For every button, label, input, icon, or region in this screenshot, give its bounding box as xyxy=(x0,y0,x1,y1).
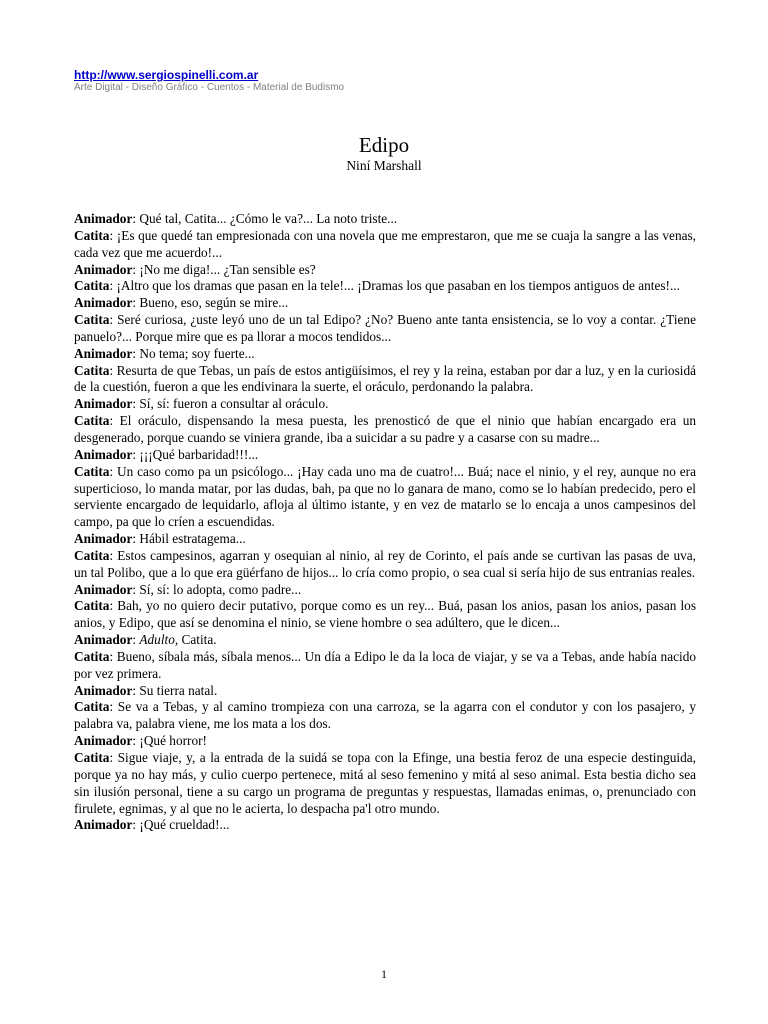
site-tagline: Arte Digital - Diseño Gráfico - Cuentos - Material de Budismo xyxy=(74,82,345,93)
dialogue-text: : Resurta de que Tebas, un país de estos antigüísimos, el rey y la reina, estaban por dar a luz, y en la curiosidá de la cuestión, fueron a que les endivinara la suerte, el oráculo, perdonando la palabra. xyxy=(74,362,696,395)
dialogue-turn xyxy=(74,548,696,582)
speaker-name: Catita xyxy=(74,362,110,378)
speaker-name: Animador xyxy=(74,632,133,648)
speaker-name: Animador xyxy=(74,345,133,361)
speaker-name: Animador xyxy=(74,682,133,698)
dialogue-turn xyxy=(74,228,696,262)
dialogue-turn xyxy=(74,649,696,683)
dialogue-body xyxy=(74,211,696,834)
dialogue-turn xyxy=(74,683,696,700)
emphasized-word: Adulto xyxy=(139,632,175,648)
speaker-name: Catita xyxy=(74,547,110,563)
dialogue-turn xyxy=(74,464,696,531)
dialogue-text: : xyxy=(132,632,140,648)
speaker-name: Catita xyxy=(74,699,110,715)
site-url-link[interactable]: http://www.sergiospinelli.com.ar xyxy=(74,68,259,82)
speaker-name: Animador xyxy=(74,817,133,833)
dialogue-turn xyxy=(74,582,696,599)
dialogue-text: : Se va a Tebas, y al camino trompieza con una carroza, se la agarra con el condutor y con los pasajero, y palabra va, palabra viene, me los mata a los dos. xyxy=(74,699,696,732)
dialogue-turn xyxy=(74,598,696,632)
dialogue-text: : Qué tal, Catita... ¿Cómo le va?... La noto triste... xyxy=(132,211,398,226)
dialogue-text: : Sí, sí: fueron a consultar al oráculo. xyxy=(132,396,329,412)
dialogue-text: : Estos campesinos, agarran y osequian al ninio, al rey de Corinto, el país ande se curtivan las pasas de uva, un tal Polibo, que a lo que era güérfano de hijos... lo cría como propio, o sea cual si sería hijo de sus entranias reales. xyxy=(74,547,696,580)
dialogue-text: : Sí, sí: lo adopta, como padre... xyxy=(132,581,302,597)
document-title: Edipo xyxy=(358,133,410,157)
dialogue-turn xyxy=(74,211,696,228)
speaker-name: Catita xyxy=(74,648,110,664)
dialogue-turn xyxy=(74,750,696,817)
speaker-name: Animador xyxy=(74,295,133,311)
dialogue-text: : ¡Altro que los dramas que pasan en la tele!... ¡Dramas los que pasaban en los tiempos antiguos de antes!... xyxy=(109,278,680,294)
document-author: Niní Marshall xyxy=(346,158,422,173)
dialogue-text: : Bueno, eso, según se mire... xyxy=(132,295,289,311)
dialogue-turn xyxy=(74,262,696,279)
speaker-name: Animador xyxy=(74,446,133,462)
dialogue-turn xyxy=(74,346,696,363)
dialogue-text: : ¡No me diga!... ¿Tan sensible es? xyxy=(132,261,316,277)
dialogue-turn xyxy=(74,632,696,649)
dialogue-turn xyxy=(74,733,696,750)
speaker-name: Catita xyxy=(74,463,110,479)
dialogue-turn xyxy=(74,278,696,295)
dialogue-turn xyxy=(74,363,696,397)
dialogue-text: : ¡Qué crueldad!... xyxy=(132,817,230,833)
speaker-name: Animador xyxy=(74,581,133,597)
speaker-name: Animador xyxy=(74,261,133,277)
speaker-name: Animador xyxy=(74,733,133,749)
dialogue-turn xyxy=(74,699,696,733)
dialogue-text: : Bueno, síbala más, síbala menos... Un día a Edipo le da la loca de viajar, y se va a Tebas, ande había nacido por vez primera. xyxy=(74,648,696,681)
speaker-name: Animador xyxy=(74,396,133,412)
speaker-name: Catita xyxy=(74,312,110,328)
dialogue-text: : ¡Es que quedé tan empresionada con una novela que me emprestaron, que me se cuaja la sangre a las venas, cada vez que me acuerdo!... xyxy=(74,227,696,260)
speaker-name: Animador xyxy=(74,211,133,226)
dialogue-turn xyxy=(74,396,696,413)
dialogue-turn xyxy=(74,312,696,346)
speaker-name: Catita xyxy=(74,227,110,243)
dialogue-text: : Un caso como pa un psicólogo... ¡Hay cada uno ma de cuatro!... Buá; nace el ninio, y el rey, aunque no era superticioso, lo manda matar, por las dudas, bah, pa que no lo ganara de mano, como se lo habían predecido, pero el serviente encargado de lequidarlo, afloja al último istante, y en vez de matarlo se lo encaja a unos campesinos del campo, pa que lo críen a escuendidas. xyxy=(74,463,696,530)
dialogue-turn xyxy=(74,413,696,447)
dialogue-text-after: , Catita. xyxy=(174,632,217,648)
dialogue-text: : Bah, yo no quiero decir putativo, porque como es un rey... Buá, pasan los anios, pasan los anios, pasan los anios, y Edipo, que así se denomina el ninio, se viene hombre o sea adúltero, que le dicen... xyxy=(74,598,696,631)
speaker-name: Catita xyxy=(74,278,110,294)
speaker-name: Catita xyxy=(74,750,110,765)
speaker-name: Animador xyxy=(74,531,133,547)
dialogue-turn xyxy=(74,447,696,464)
dialogue-turn xyxy=(74,531,696,548)
dialogue-text: : El oráculo, dispensando la mesa puesta, les prenosticó de que el ninio que habían encargado era un desgenerado, porque cuando se viniera grande, iba a suicidar a su padre y a casarse con su madre... xyxy=(74,413,696,445)
dialogue-text: : Hábil estratagema... xyxy=(132,531,246,547)
dialogue-turn xyxy=(74,817,696,834)
page-number: 1 xyxy=(381,967,387,981)
dialogue-text: : No tema; soy fuerte... xyxy=(132,345,255,361)
speaker-name: Catita xyxy=(74,413,110,429)
speaker-name: Catita xyxy=(74,598,110,614)
dialogue-text: : Su tierra natal. xyxy=(132,682,218,698)
dialogue-text: : Sigue viaje, y, a la entrada de la suidá se topa con la Efinge, una bestia feroz de una especie destinguida, porque ya no hay más, y culio cuerpo pertenece, mitá al seso femenino y mitá al seso animal. Esta bestia dicho sea sin ilusión personal, tiene a su cargo un programa de preguntas y respuestas, llamadas enimas, o, prenunciado con firulete, egnimas, y al que no le acierta, lo despacha pa'l otro mundo. xyxy=(74,750,696,816)
dialogue-turn xyxy=(74,295,696,312)
dialogue-text: : ¡¡¡Qué barbaridad!!!... xyxy=(132,446,259,462)
dialogue-text: : ¡Qué horror! xyxy=(132,733,207,749)
dialogue-text: : Seré curiosa, ¿uste leyó uno de un tal Edipo? ¿No? Bueno ante tanta ensistencia, se lo voy a contar. ¿Tiene panuelo?... Porque mire que es pa llorar a mocos tendidos... xyxy=(74,312,696,344)
